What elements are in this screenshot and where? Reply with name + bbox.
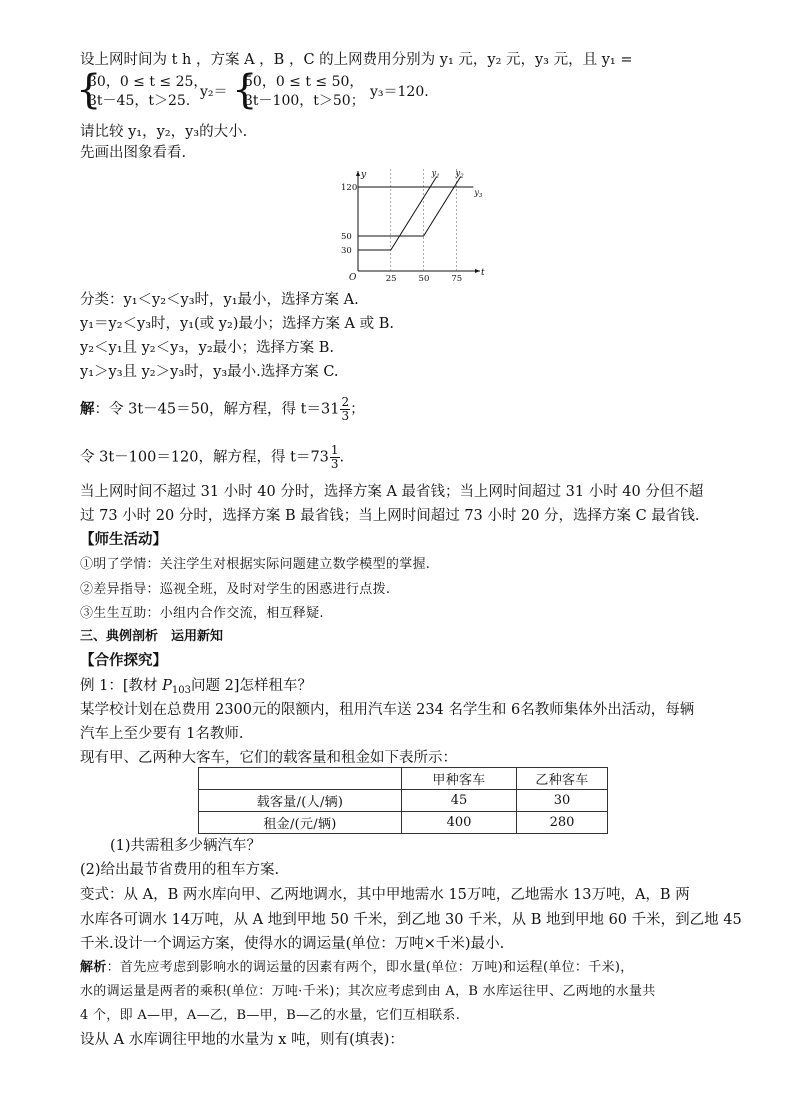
solution-line-2: 令 3t－100＝120，解方程，得 t＝73 $\frac{1}{3}$ .: [80, 443, 345, 471]
x-tick-label: 75: [451, 274, 463, 284]
activity-item-2: ②差异指导：巡视全班，及时对学生的困惑进行点拨.: [80, 582, 391, 597]
table-row: 租金/(元/辆) 400 280: [199, 812, 608, 834]
fraction-1-3: $\frac{1}{3}$: [330, 443, 339, 471]
series-label-2: $y_2$: [455, 168, 464, 180]
series-label-1: $y_1$: [431, 168, 440, 180]
solution-label: 解: [80, 400, 95, 418]
series-line-1: [358, 177, 437, 251]
example-heading: 例 1：[教材 $P_{103}$问题 2]怎样租车？: [80, 678, 312, 696]
y2-lead: y₂＝: [200, 84, 228, 100]
y-axis-arrow: [356, 171, 360, 176]
analysis-line-2: 水的调运量是两者的乘积(单位：万吨·千米)；其次应考虑到由 A，B 水库运往甲、乙两地的水量共: [80, 984, 656, 999]
classify-line-1: 分类：y₁＜y₂＜y₃时，y₁最小，选择方案 A.: [80, 292, 359, 308]
table-header-row: 甲种客车 乙种客车: [199, 768, 608, 790]
y-tick-label: 120: [341, 183, 358, 193]
cost-chart: [330, 163, 490, 288]
y-tick-label: 30: [341, 246, 352, 256]
brace-y1: {: [76, 67, 102, 113]
table-row: 载客量/(人/辆) 45 30: [199, 790, 608, 812]
question-2: (2)给出最节省费用的租车方案.: [80, 862, 280, 878]
y2-case-2: 3t－100，t＞50；: [244, 93, 365, 109]
example-para-1: 某学校计划在总费用 2300元的限额内，租用汽车送 234 名学生和 6名教师集体外出活动，每辆: [80, 702, 695, 718]
classify-line-4: y₁＞y₃且 y₂＞y₃时，y₃最小.选择方案 C.: [80, 364, 339, 380]
classify-line-3: y₂＜y₁且 y₂＜y₃，y₂最小；选择方案 B.: [80, 340, 335, 356]
analysis-line-4: 设从 A 水库调往甲地的水量为 x 吨，则有(填表)：: [80, 1032, 404, 1048]
compare-line: 请比较 y₁，y₂，y₃的大小.: [80, 124, 248, 140]
classify-line-2: y₁＝y₂＜y₃时，y₁(或 y₂)最小；选择方案 A 或 B.: [80, 316, 395, 332]
conclusion-line-1: 当上网时间不超过 31 小时 40 分时，选择方案 A 最省钱；当上网时间超过 31 小时 40 分但不超: [80, 484, 704, 500]
series-line-2: [358, 177, 461, 237]
section-3-title: 三、典例剖析 运用新知: [80, 629, 224, 644]
y3-def: y₃＝120.: [370, 84, 429, 100]
x-tick-label: 25: [385, 274, 397, 284]
bus-table: [198, 767, 608, 834]
y1-case-2: 3t－45，t＞25.: [88, 93, 191, 109]
conclusion-line-2: 过 73 小时 20 分时，选择方案 B 最省钱；当上网时间超过 73 小时 20 分，选择方案 C 最省钱.: [80, 508, 700, 524]
y2-case-1: 50，0 ≤ t ≤ 50，: [244, 74, 364, 90]
variant-line-3: 千米.设计一个调运方案，使得水的调运量(单位：万吨×千米)最小.: [80, 936, 505, 952]
activity-item-1: ①明了学情：关注学生对根据实际问题建立数学模型的掌握.: [80, 557, 431, 572]
y-tick-label: 50: [341, 232, 352, 242]
x-axis-label: t: [481, 268, 485, 278]
x-tick-label: 50: [418, 274, 430, 284]
analysis-label: 解析: [80, 960, 107, 975]
fraction-2-3: $\frac{2}{3}$: [341, 395, 350, 423]
analysis-line-1: 解析：首先应考虑到影响水的调运量的因素有两个，即水量(单位：万吨)和运程(单位：千米)，: [80, 960, 634, 975]
solution-line-1: 解：令 3t－45＝50，解方程，得 t＝31 $\frac{2}{3}$ ；: [80, 395, 365, 423]
activity-item-3: ③生生互助：小组内合作交流，相互释疑.: [80, 606, 324, 621]
variant-line-2: 水库各可调水 14万吨，从 A 地到甲地 50 千米，到乙地 30 千米，从 B 地到甲地 60 千米，到乙地 45: [80, 912, 742, 928]
example-para-2: 汽车上至少要有 1名教师.: [80, 726, 244, 742]
y1-case-1: 30，0 ≤ t ≤ 25，: [88, 74, 208, 90]
analysis-line-3: 4 个，即 A—甲，A—乙，B—甲，B—乙的水量，它们互相联系.: [80, 1008, 461, 1023]
solution-l1-text: ：令 3t－45＝50，解方程，得 t＝31: [94, 401, 340, 418]
x-axis-arrow: [475, 269, 480, 273]
draw-first-line: 先画出图象看看.: [80, 145, 187, 161]
solution-l2-text: 令 3t－100＝120，解方程，得 t＝73: [80, 449, 329, 466]
question-1: (1)共需租多少辆汽车？: [110, 838, 262, 854]
intro-line-1: 设上网时间为 t h ，方案 A ，B ，C 的上网费用分别为 y₁ 元，y₂ 元，y₃ 元，且 y₁ =: [80, 52, 633, 68]
variant-line-1: 变式：从 A，B 两水库向甲、乙两地调水，其中甲地需水 15万吨，乙地需水 13万吨，A，B 两: [80, 887, 690, 903]
origin-label: O: [349, 273, 357, 283]
example-para-3: 现有甲、乙两种大客车，它们的载客量和租金如下表所示：: [80, 750, 457, 766]
series-label-3: $y_3$: [474, 188, 483, 199]
y-axis-label: y: [361, 170, 367, 180]
brace-y2: {: [232, 67, 258, 113]
coop-title: 【合作探究】: [80, 652, 167, 669]
activity-title: 【师生活动】: [80, 531, 167, 548]
